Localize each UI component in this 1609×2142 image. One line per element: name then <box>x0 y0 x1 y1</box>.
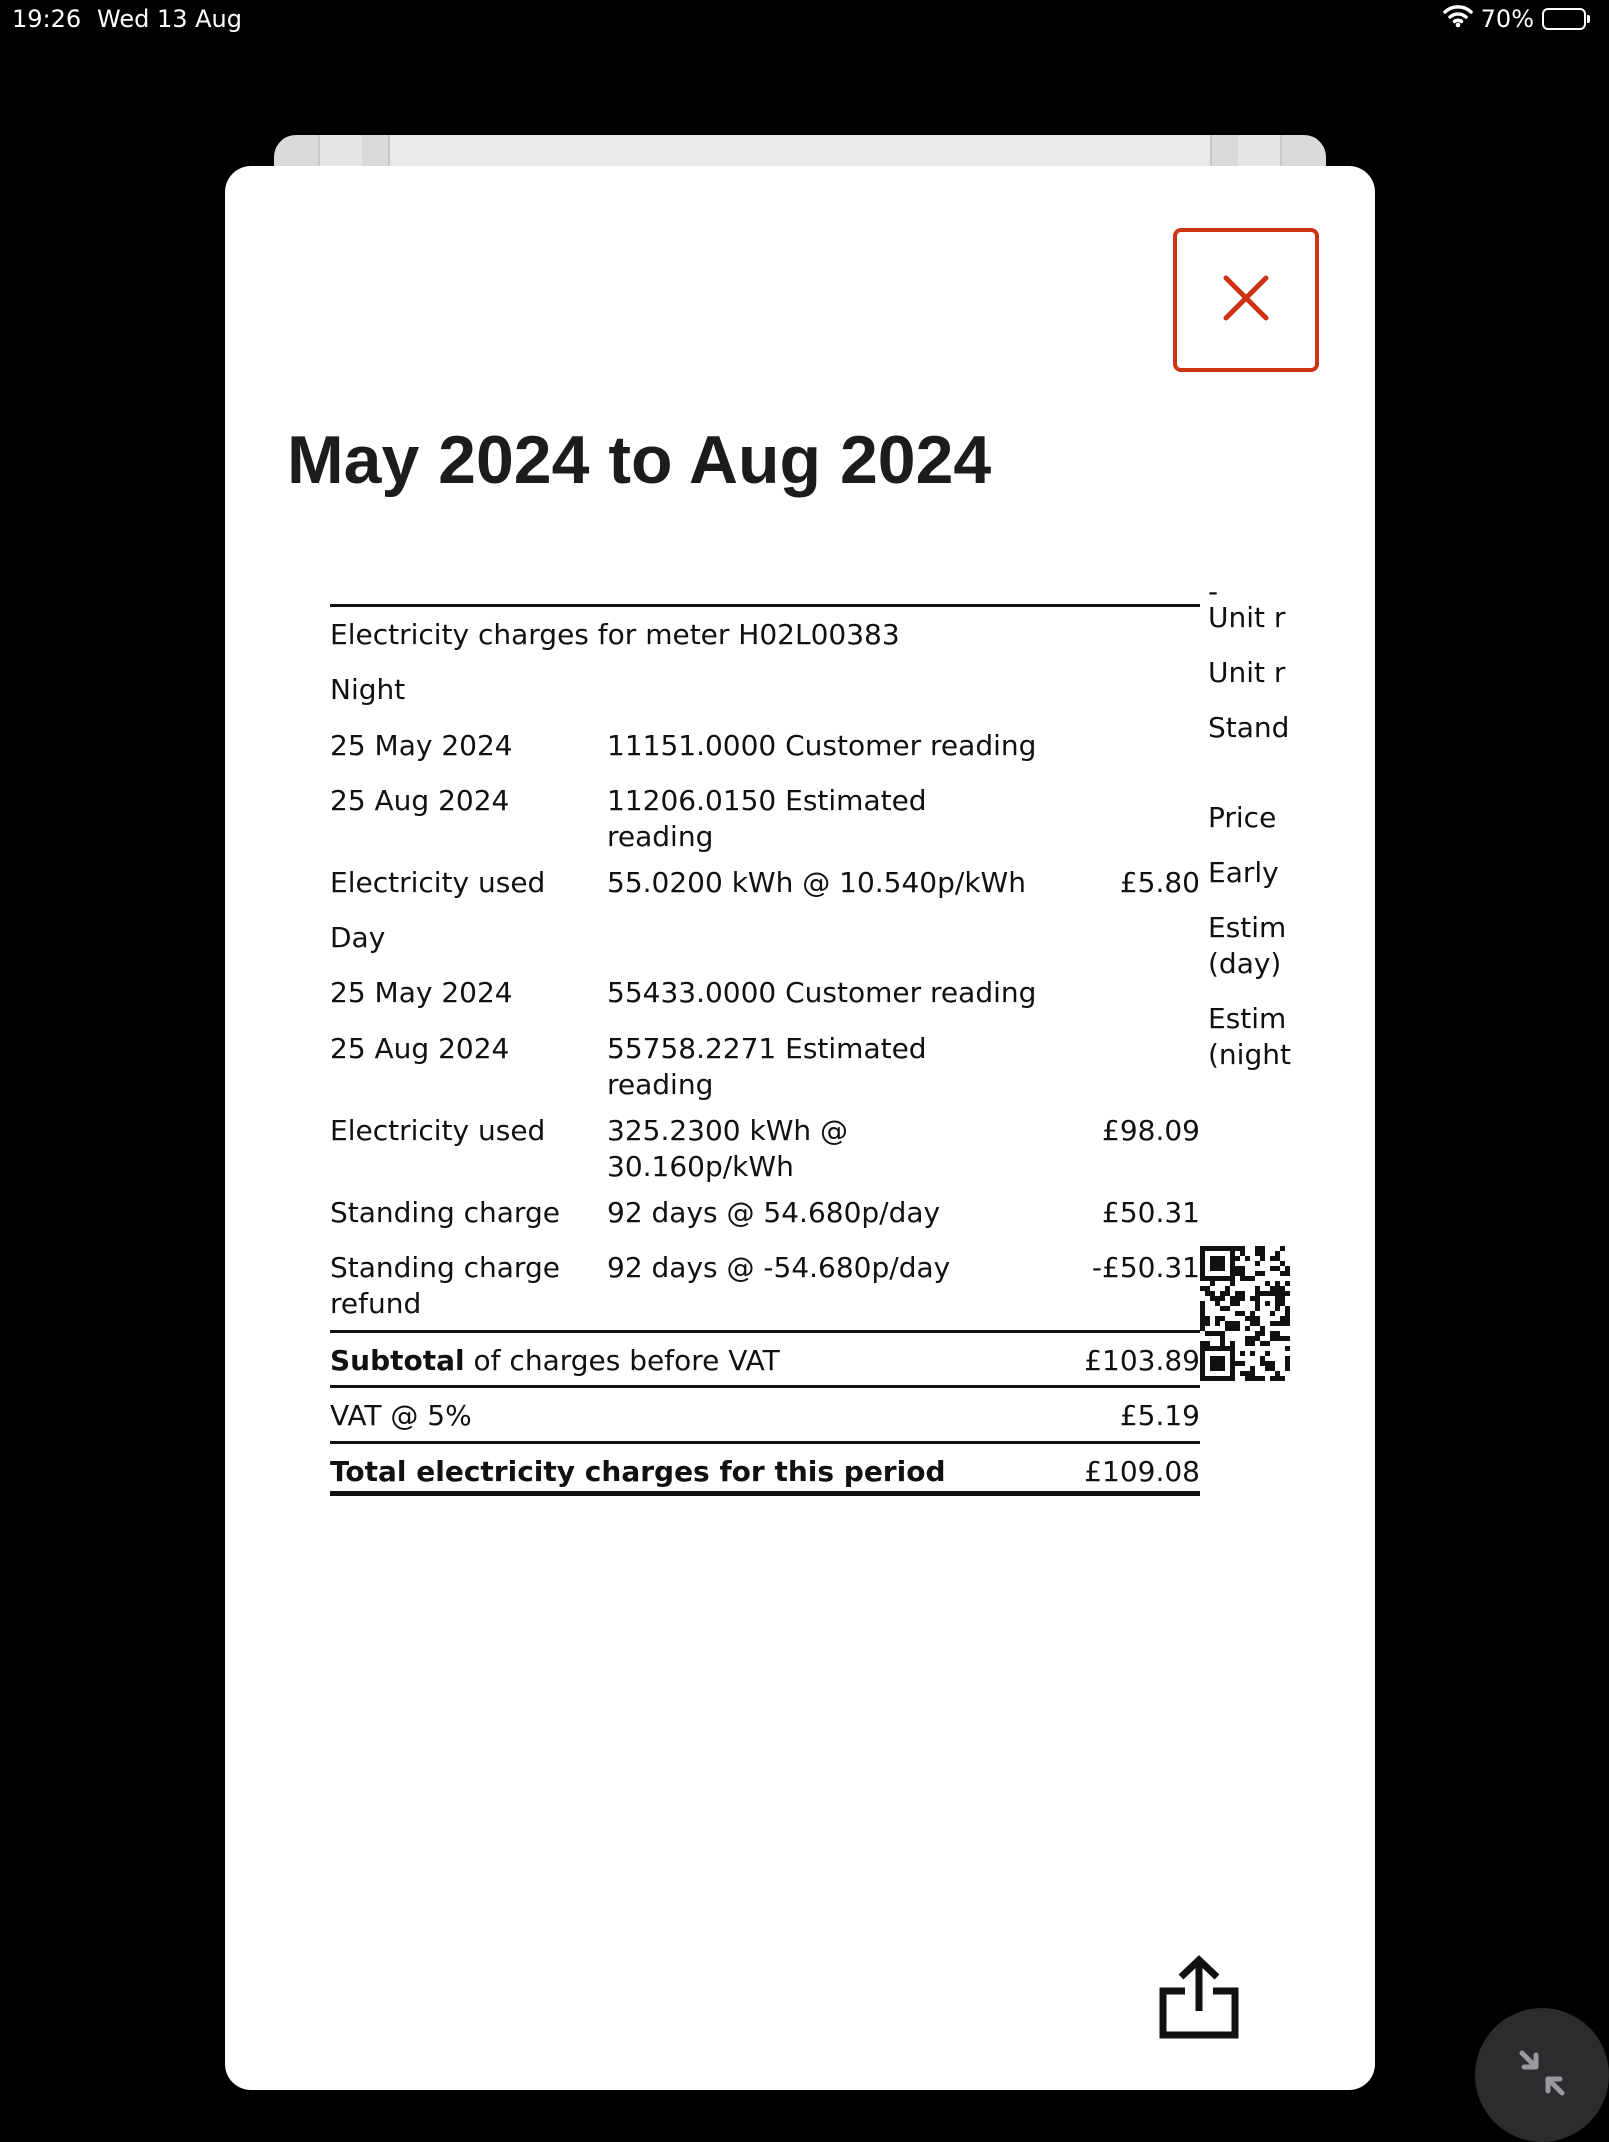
vat-amount: £5.19 <box>1119 1399 1200 1433</box>
standing-charge-amount: £50.31 <box>1102 1195 1200 1229</box>
usage-amount: £5.80 <box>1119 865 1200 899</box>
table-row <box>330 965 1200 1020</box>
standing-charge-refund-label: Standing charge refund <box>330 1251 560 1321</box>
night-label: Night <box>330 673 406 707</box>
side-text: Price <box>1208 801 1277 834</box>
side-text: (night <box>1208 1038 1291 1071</box>
table-row <box>330 1103 1200 1185</box>
table-row <box>330 855 1200 910</box>
standing-charge-label: Standing charge <box>330 1195 560 1229</box>
bill-modal <box>225 166 1375 2090</box>
reading-date: 25 Aug 2024 <box>330 1031 510 1065</box>
close-button[interactable] <box>1173 228 1319 372</box>
minimize-button[interactable] <box>1475 2008 1609 2142</box>
electricity-statement <box>330 596 1200 1496</box>
side-dash: - <box>1208 575 1219 608</box>
side-text: Unit r <box>1208 656 1286 689</box>
reading-value: 55758.2271 Estimated reading <box>607 1031 927 1101</box>
close-icon <box>1221 273 1271 328</box>
statement-heading-row <box>330 607 1200 662</box>
side-text: Estim <box>1208 911 1287 944</box>
qr-code <box>1200 1246 1290 1382</box>
vat-row <box>330 1385 1200 1440</box>
reading-value: 11151.0000 Customer reading <box>607 728 1037 762</box>
minimize-icon <box>1516 2047 1568 2104</box>
side-text: Early <box>1208 856 1279 889</box>
battery-percentage: 70% <box>1480 5 1534 33</box>
standing-charge-detail: 92 days @ 54.680p/day <box>607 1195 941 1229</box>
table-row <box>330 718 1200 773</box>
usage-amount: £98.09 <box>1102 1113 1200 1147</box>
standing-charge-row <box>330 1185 1200 1240</box>
table-row <box>330 773 1200 855</box>
subtotal-label: Subtotal of charges before VAT <box>330 1344 780 1378</box>
subtotal-row <box>330 1330 1200 1385</box>
share-button[interactable] <box>1155 1955 1243 2045</box>
usage-detail: 325.2300 kWh @ 30.160p/kWh <box>607 1113 849 1183</box>
bill-document[interactable] <box>330 575 1350 1596</box>
vat-label: VAT @ 5% <box>330 1399 472 1433</box>
reading-value: 11206.0150 Estimated reading <box>607 783 927 853</box>
usage-detail: 55.0200 kWh @ 10.540p/kWh <box>607 865 1026 899</box>
reading-date: 25 May 2024 <box>330 976 513 1010</box>
status-time: 19:26 <box>12 5 82 33</box>
day-label: Day <box>330 921 386 955</box>
total-amount: £109.08 <box>1084 1454 1200 1488</box>
reading-value: 55433.0000 Customer reading <box>607 976 1037 1010</box>
day-section-row <box>330 910 1200 965</box>
total-row <box>330 1441 1200 1496</box>
usage-label: Electricity used <box>330 865 546 899</box>
meter-heading: Electricity charges for meter H02L00383 <box>330 618 900 651</box>
status-bar <box>0 0 1600 40</box>
standing-charge-refund-row <box>330 1240 1200 1330</box>
side-text: Estim <box>1208 1002 1287 1035</box>
battery-icon <box>1542 8 1590 30</box>
usage-label: Electricity used <box>330 1113 546 1147</box>
status-indicators <box>1443 4 1590 34</box>
total-label: Total electricity charges for this period <box>330 1454 946 1488</box>
standing-charge-refund-amount: -£50.31 <box>1091 1251 1200 1285</box>
side-text: Unit r <box>1208 601 1286 634</box>
status-date: Wed 13 Aug <box>97 5 242 33</box>
night-section-row <box>330 662 1200 717</box>
subtotal-amount: £103.89 <box>1084 1344 1200 1378</box>
standing-charge-refund-detail: 92 days @ -54.680p/day <box>607 1251 951 1285</box>
side-text: Stand <box>1208 711 1290 744</box>
page-title: May 2024 to Aug 2024 <box>287 422 992 498</box>
reading-date: 25 Aug 2024 <box>330 783 510 817</box>
wifi-icon <box>1443 4 1473 34</box>
side-text: (day) <box>1208 947 1282 980</box>
share-icon <box>1157 1955 1241 2046</box>
reading-date: 25 May 2024 <box>330 728 513 762</box>
table-row <box>330 1021 1200 1103</box>
